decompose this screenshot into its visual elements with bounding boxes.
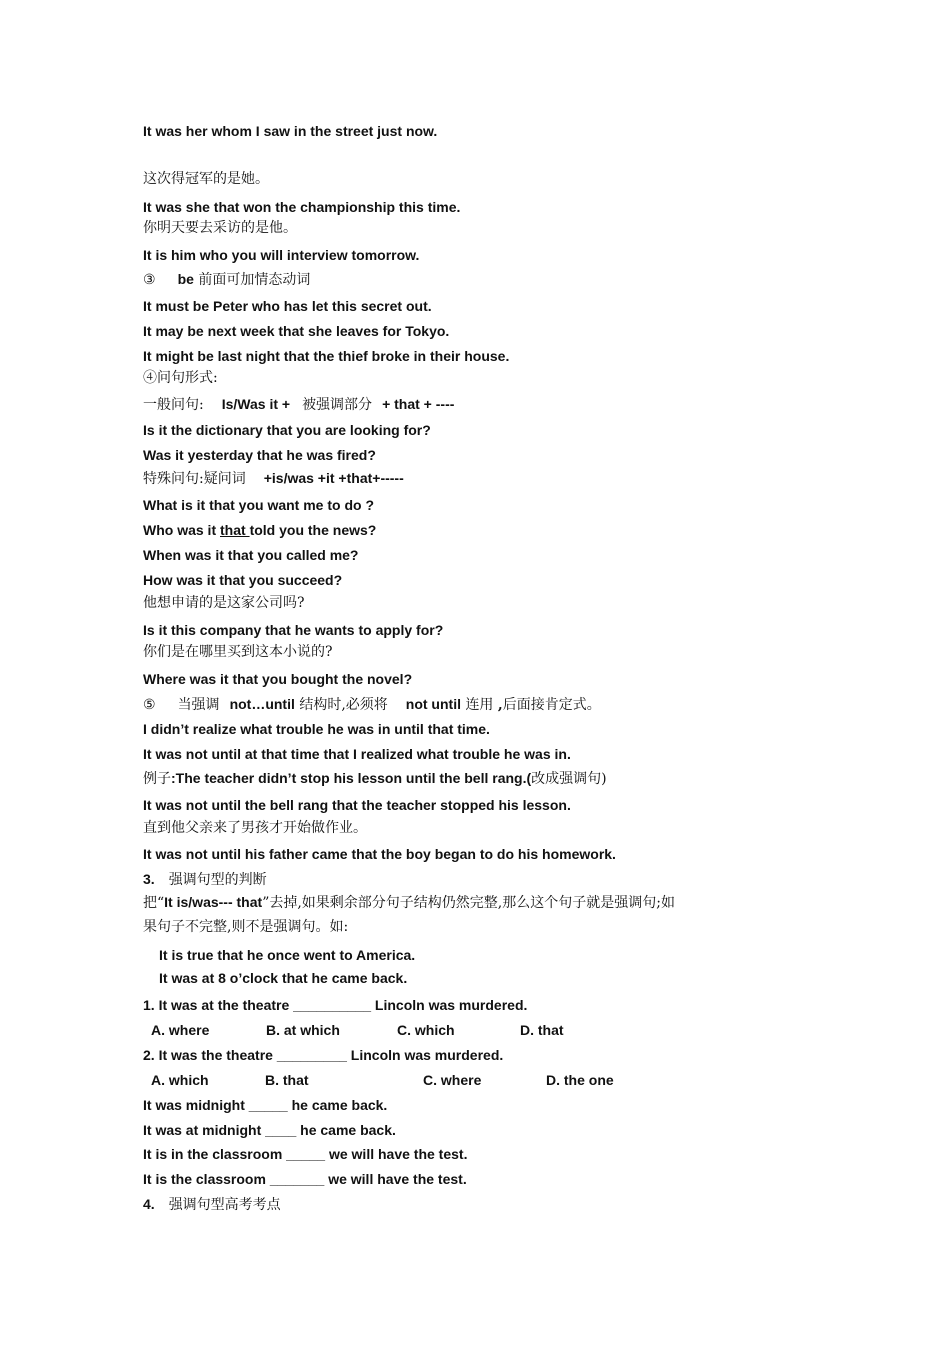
section-title: 强调句型的判断 <box>168 872 267 888</box>
exercise-question: 2. It was the theatre _________ Lincoln was murdered. <box>143 1047 504 1063</box>
chinese-prompt: 你们是在哪里买到这本小说的? <box>143 644 333 660</box>
rule-heading <box>143 695 601 714</box>
section-number: 4. <box>143 1196 155 1212</box>
chinese-prompt: 直到他父亲来了男孩才开始做作业。 <box>143 820 367 836</box>
section-title: 强调句型高考考点 <box>168 1197 281 1213</box>
example-sentence: It is him who you will interview tomorrow. <box>143 247 420 263</box>
rule-text: 后面接肯定式。 <box>502 697 601 713</box>
formula-part: + that + ---- <box>382 396 455 412</box>
rule-keyword: not until <box>405 696 461 712</box>
exercise-question: It is the classroom _______ we will have the test. <box>143 1171 467 1187</box>
answer-option-d: D. the one <box>546 1072 614 1088</box>
paragraph-part: 把“ <box>143 895 165 911</box>
rule-formula <box>143 469 404 488</box>
example-sentence: It was not until his father came that the boy began to do his homework. <box>143 846 616 862</box>
example-sentence: How was it that you succeed? <box>143 572 343 588</box>
exercise-question: It was at midnight ____ he came back. <box>143 1122 396 1138</box>
rule-text: 结构时,必须将 <box>299 697 388 713</box>
example-sentence: It is true that he once went to America. <box>159 947 416 963</box>
formula-label: 特殊问句:疑问词 <box>143 471 246 487</box>
example-sentence: It was at 8 o’clock that he came back. <box>159 970 408 986</box>
sentence-part: told you the news? <box>249 522 377 538</box>
example-text: :The teacher didn’t stop his lesson until the bell rang.( <box>171 770 532 786</box>
section-heading <box>143 870 267 889</box>
rule-text: 连用 <box>465 697 494 713</box>
rule-formula <box>143 395 454 414</box>
paragraph-part: ”去掉,如果剩余部分句子结构仍然完整,那么这个句子就是强调句;如 <box>262 895 675 911</box>
rule-text: 当强调 <box>177 697 220 713</box>
answer-option-c: C. where <box>423 1072 482 1088</box>
example-sentence <box>143 521 376 539</box>
rule-number: ③ <box>143 272 156 288</box>
answer-option-c: C. which <box>397 1022 455 1038</box>
paragraph-line: 果句子不完整,则不是强调句。如: <box>143 919 349 935</box>
example-sentence: It may be next week that she leaves for Tokyo. <box>143 323 450 339</box>
section-number: 3. <box>143 871 155 887</box>
formula-part: 被强调部分 <box>302 397 373 413</box>
example-sentence: It was her whom I saw in the street just now. <box>143 123 438 139</box>
formula-part: +is/was +it +that+----- <box>263 470 404 486</box>
sentence-part: Who was it <box>143 522 220 538</box>
rule-number: ⑤ <box>143 697 156 713</box>
answer-option-d: D. that <box>520 1022 564 1038</box>
chinese-prompt: 这次得冠军的是她。 <box>143 171 269 187</box>
example-sentence: It was she that won the championship this time. <box>143 199 461 215</box>
example-sentence: When was it that you called me? <box>143 547 359 563</box>
answer-option-a: A. where <box>151 1022 210 1038</box>
example-sentence: What is it that you want me to do ? <box>143 497 374 513</box>
example-sentence: I didn’t realize what trouble he was in until that time. <box>143 721 490 737</box>
example-sentence: It must be Peter who has let this secret out. <box>143 298 432 314</box>
formula-part: Is/Was it + <box>221 396 291 412</box>
chinese-prompt: 他想申请的是这家公司吗? <box>143 595 305 611</box>
example-sentence: It might be last night that the thief broke in their house. <box>143 348 510 364</box>
example-sentence: Is it this company that he wants to apply for? <box>143 622 444 638</box>
example-sentence: It was not until the bell rang that the teacher stopped his lesson. <box>143 797 571 813</box>
paragraph-line <box>143 893 675 912</box>
rule-keyword: not…until <box>229 696 295 712</box>
example-label: 例子 <box>143 771 171 787</box>
underlined-word: that <box>220 522 250 538</box>
exercise-question: 1. It was at the theatre __________ Lincoln was murdered. <box>143 997 528 1013</box>
example-sentence: Was it yesterday that he was fired? <box>143 447 376 463</box>
paragraph-keyword: It is/was--- that <box>164 894 263 910</box>
formula-label: 一般问句: <box>143 397 204 413</box>
exercise-question: It is in the classroom _____ we will have the test. <box>143 1146 468 1162</box>
rule-text: 前面可加情态动词 <box>198 272 311 288</box>
exercise-question: It was midnight _____ he came back. <box>143 1097 388 1113</box>
rule-keyword: be <box>177 271 194 287</box>
example-sentence: It was not until at that time that I realized what trouble he was in. <box>143 746 571 762</box>
rule-heading <box>143 270 310 289</box>
example-sentence: Where was it that you bought the novel? <box>143 671 413 687</box>
answer-option-b: B. that <box>265 1072 309 1088</box>
answer-option-b: B. at which <box>266 1022 340 1038</box>
example-sentence: Is it the dictionary that you are looking for? <box>143 422 431 438</box>
chinese-prompt: 你明天要去采访的是他。 <box>143 220 297 236</box>
section-heading <box>143 1195 281 1214</box>
example-instruction: 改成强调句) <box>531 771 607 787</box>
rule-heading: ④问句形式: <box>143 370 218 386</box>
answer-option-a: A. which <box>151 1072 209 1088</box>
rule-text: , <box>497 697 503 713</box>
exercise-prompt <box>143 769 607 788</box>
